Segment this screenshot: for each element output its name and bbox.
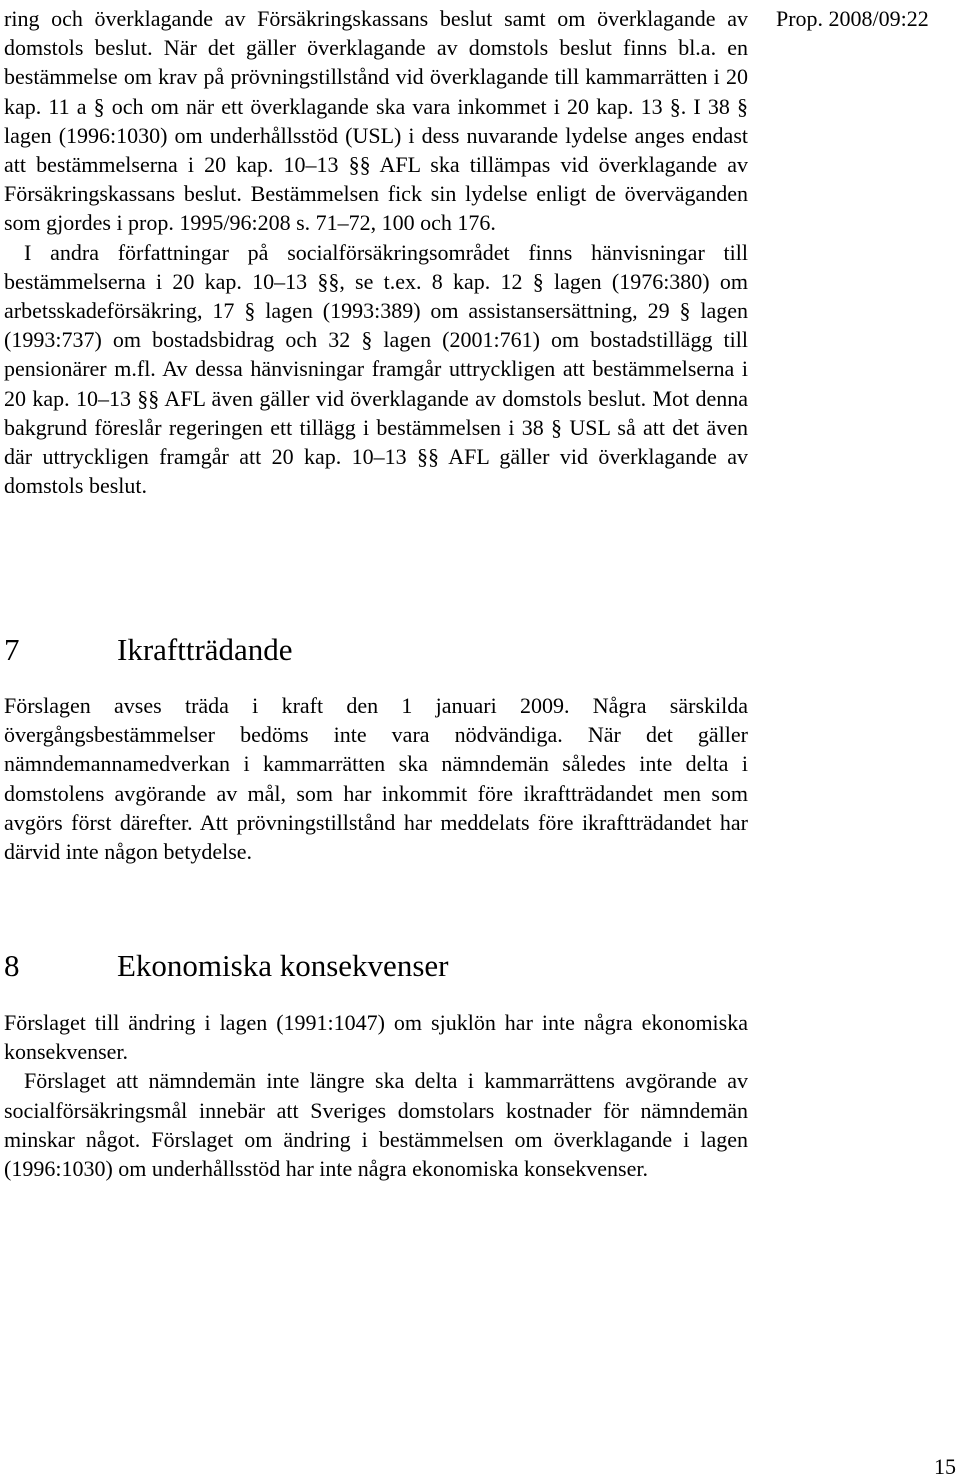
section-title: Ikraftträdande: [117, 632, 293, 667]
page-number: 15: [934, 1454, 956, 1479]
section-heading-ekonomiska-konsekvenser: [4, 946, 448, 986]
paragraph: ring och överklagande av Försäkringskassans beslut samt om överklagande av domstols beslut. När det gäller överklagande av domstols beslut finns bl.a. en bestämmelse om krav på prövningstillstånd vid överklagande till kammarrätten i 20 kap. 11 a § och om när ett överklagande ska vara inkommet i 20 kap. 13 §. I 38 § lagen (1996:1030) om underhållsstöd (USL) i dess nuvarande lydelse anges endast att bestämmelserna i 20 kap. 10–13 §§ AFL ska tillämpas vid överklagande av Försäkringskassans beslut. Bestämmelsen fick sin lydelse enligt de överväganden som gjordes i prop. 1995/96:208 s. 71–72, 100 och 176.: [4, 6, 748, 236]
section-7-body: [4, 691, 748, 866]
body-text-continued: [4, 4, 748, 500]
document-reference: Prop. 2008/09:22: [776, 6, 929, 31]
paragraph: Förslagen avses träda i kraft den 1 januari 2009. Några särskilda övergångsbestämmelser bedöms inte vara nödvändiga. När det gäller nämndemannamedverkan i kammarrätten ska nämndemän således inte delta i domstolens avgörande av mål, som har inkommit före ikraftträdandet men som avgörs först därefter. Att prövningstillstånd har meddelats före ikraftträdandet har därvid inte någon betydelse.: [4, 693, 748, 865]
paragraph: Förslaget till ändring i lagen (1991:1047) om sjuklön har inte några ekonomiska konsekvenser.: [4, 1010, 748, 1065]
section-number: 7: [4, 632, 20, 667]
paragraph: Förslaget att nämndemän inte längre ska delta i kammarrättens avgörande av socialförsäkringsmål innebär att Sveriges domstolars kostnader för nämndemän minskar något. Förslaget om ändring i bestämmelsen om överklagande i lagen (1996:1030) om underhållsstöd har inte några ekonomiska konsekvenser.: [4, 1068, 748, 1182]
section-title: Ekonomiska konsekvenser: [117, 948, 449, 983]
paragraph: I andra författningar på socialförsäkringsområdet finns hänvisningar till bestämmelserna i 20 kap. 10–13 §§, se t.ex. 8 kap. 12 § lagen (1976:380) om arbetsskadeförsäkring, 17 § lagen (1993:389) om assistansersättning, 29 § lagen (1993:737) om bostadsbidrag och 32 § lagen (2001:761) om bostadstillägg till pensionärer m.fl. Av dessa hänvisningar framgår uttryckligen att bestämmelserna i 20 kap. 10–13 §§ AFL även gäller vid överklagande av domstols beslut. Mot denna bakgrund föreslår regeringen ett tillägg i bestämmelsen i 38 § USL så att det även där uttryckligen framgår att 20 kap. 10–13 §§ AFL gäller vid överklagande av domstols beslut.: [4, 239, 748, 499]
section-heading-ikrafttradande: [4, 630, 293, 670]
section-number: 8: [4, 948, 20, 983]
section-8-body: [4, 1008, 748, 1183]
